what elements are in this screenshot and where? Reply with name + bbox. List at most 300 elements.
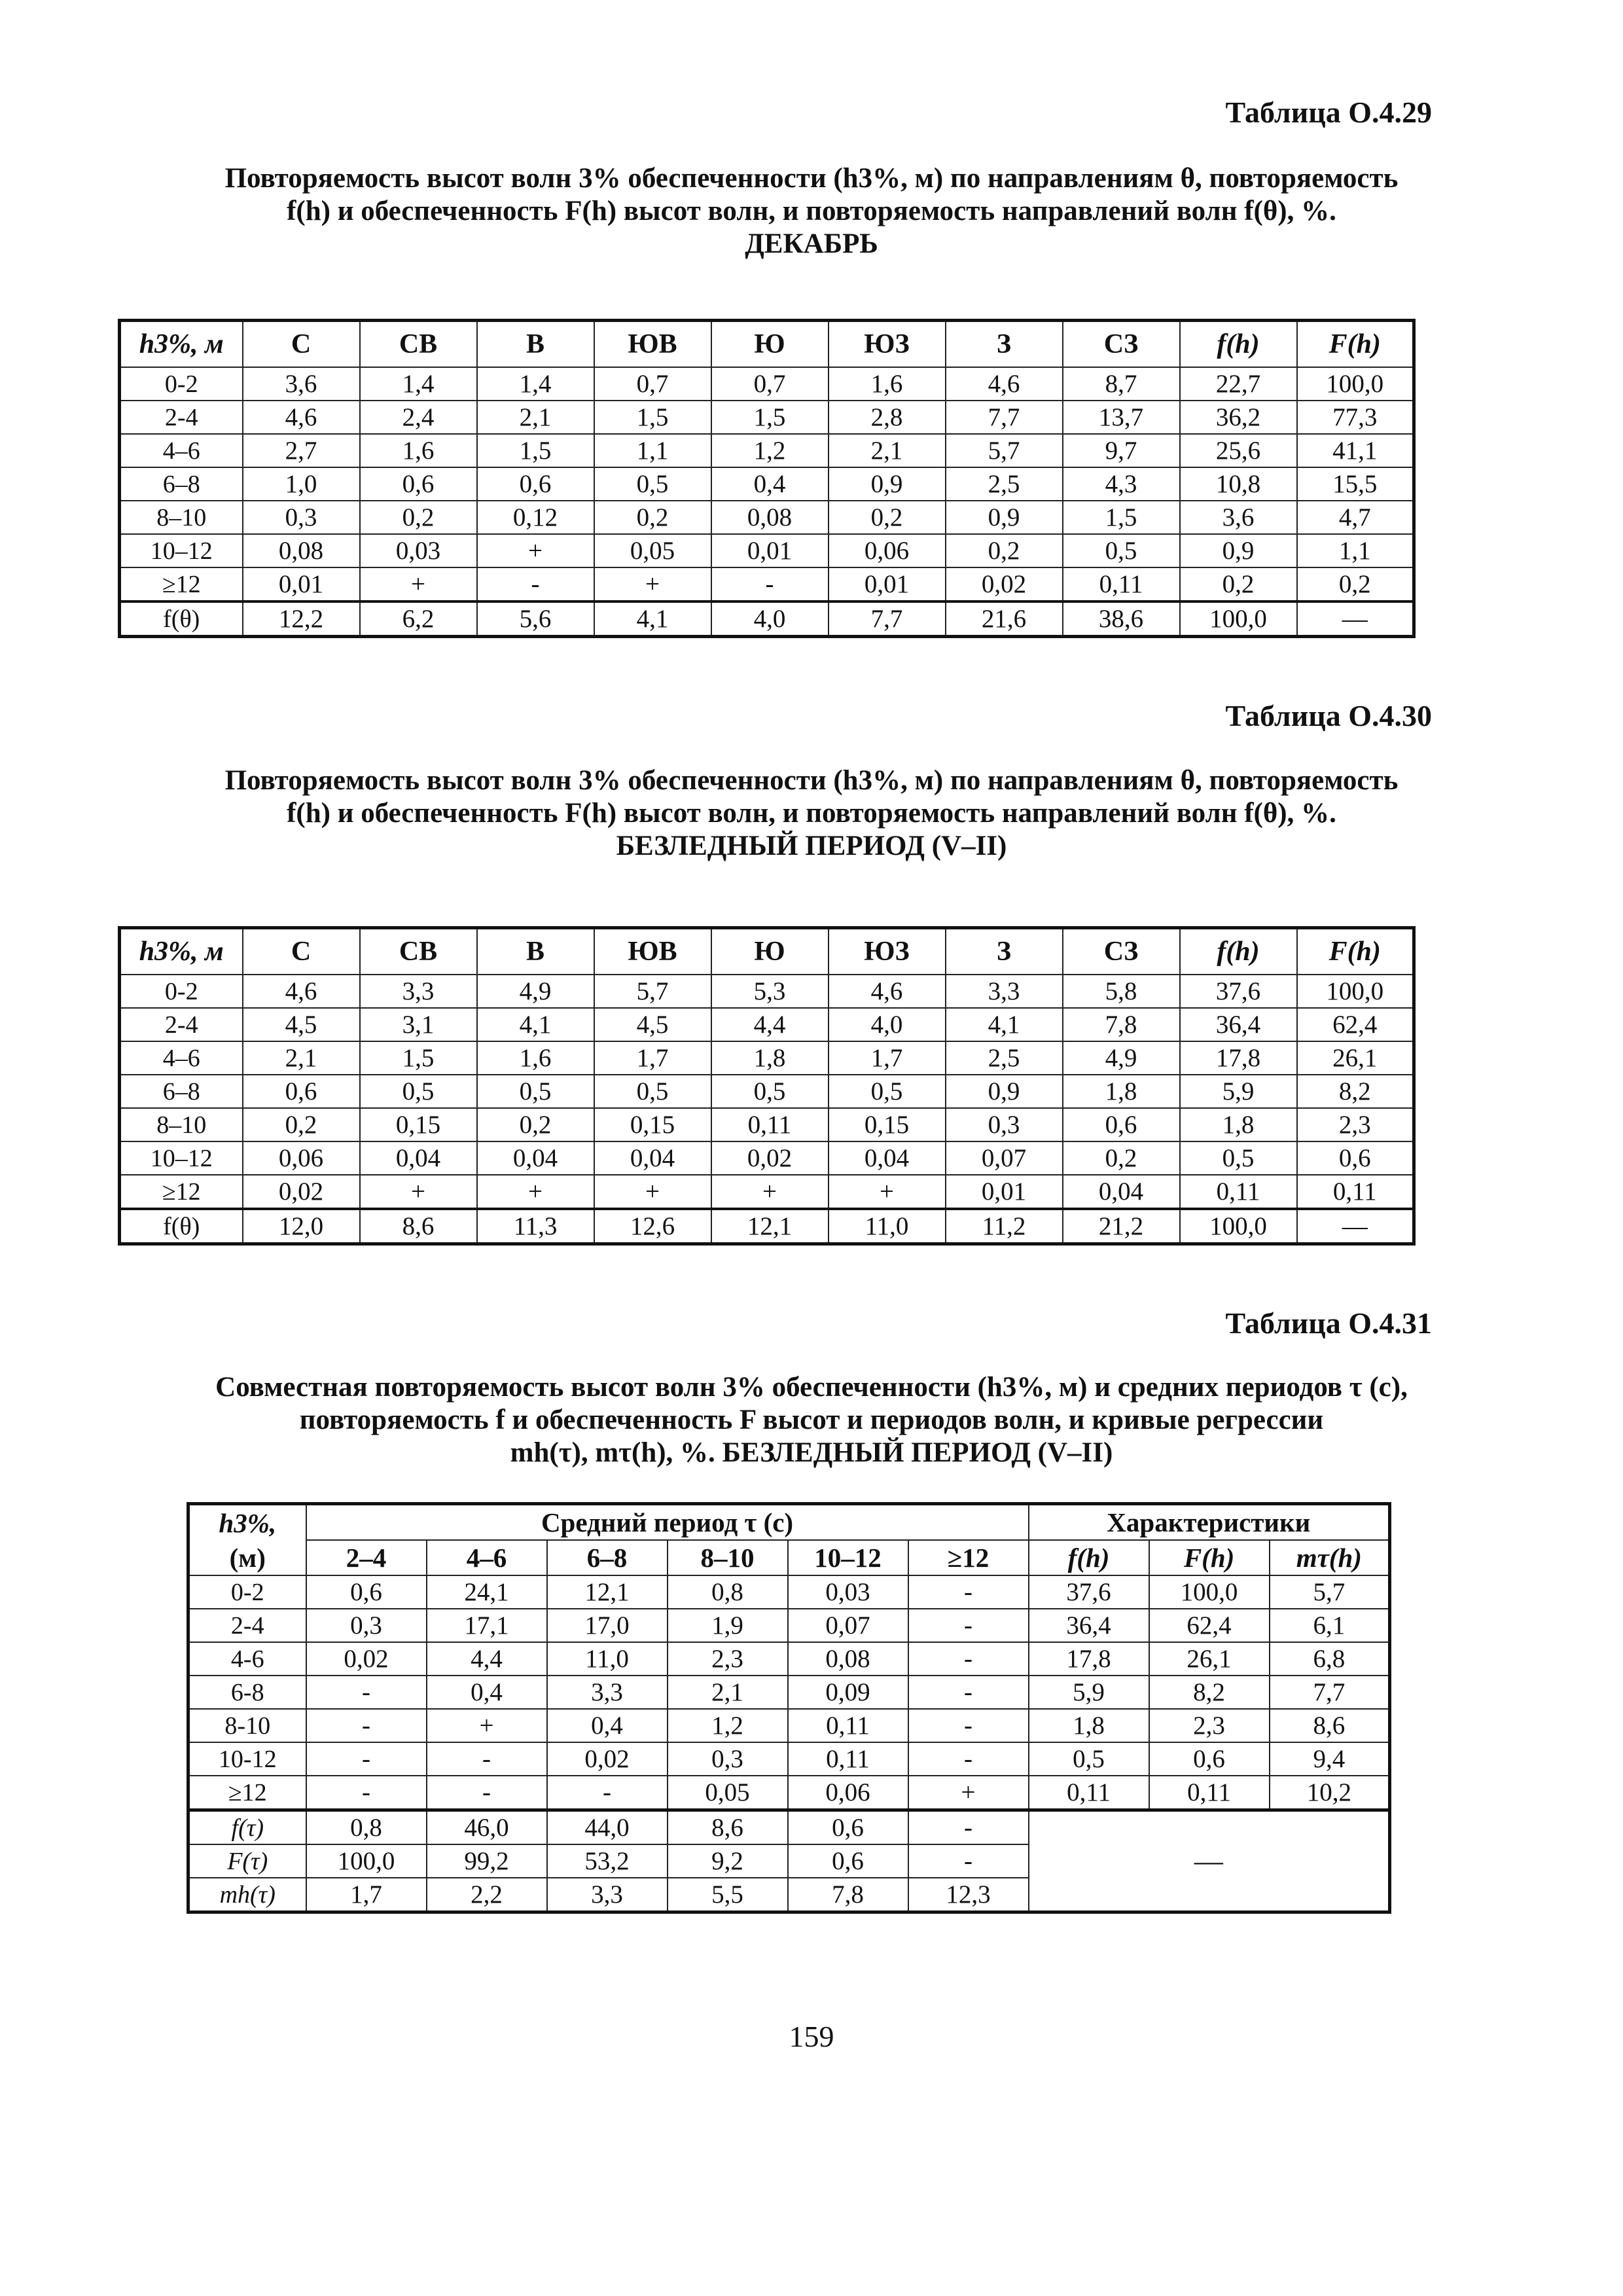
table-cell: - [306,1776,427,1810]
table-cell: 0,5 [594,467,711,501]
table-cell: 0,15 [360,1108,477,1141]
table-cell: 77,3 [1297,401,1414,434]
table-cell: 17,0 [547,1609,668,1642]
table-cell: - [908,1742,1029,1776]
table-cell: 0,08 [711,501,829,534]
row-label-cell: 4–6 [120,1041,243,1075]
table-cell: 2,3 [1149,1709,1270,1742]
table-cell: 0,02 [306,1642,427,1676]
table-cell: 0,2 [360,501,477,534]
table-cell: 0,2 [1297,567,1414,601]
header-cell: В [477,928,594,975]
table-row [120,467,1414,501]
table-1-caption: Таблица О.4.29 [1225,96,1432,129]
table-cell: 0,07 [788,1609,908,1642]
table-cell: 0,11 [1063,567,1180,601]
row-label-cell: 0-2 [188,1575,306,1609]
table-cell: 0,01 [946,1175,1063,1209]
table-cell: 6,2 [360,601,477,637]
table-cell: 12,0 [243,1209,360,1244]
table-cell: 2,5 [946,467,1063,501]
table-cell: 26,1 [1297,1041,1414,1075]
table-cell: 9,2 [668,1844,788,1878]
table-2-caption: Таблица О.4.30 [1225,699,1432,732]
table-cell: 0,05 [594,534,711,567]
table-3-title [118,1371,1505,1469]
table-cell: 0,6 [788,1844,908,1878]
table-cell: 0,02 [243,1175,360,1209]
table-cell: 2,7 [243,434,360,467]
table-cell: 0,6 [243,1075,360,1108]
table-cell: 11,0 [829,1209,946,1244]
table-cell: 0,06 [788,1776,908,1810]
row-label-cell: 0-2 [120,367,243,401]
table-cell: + [477,534,594,567]
table-cell: 8,6 [360,1209,477,1244]
table-cell: 0,02 [711,1141,829,1175]
table-cell: 3,3 [547,1676,668,1709]
table-3-title-line: mh(τ), mτ(h), %. БЕЗЛЕДНЫЙ ПЕРИОД (V–II) [510,1437,1113,1468]
table-row [120,1041,1414,1075]
table-1-header-row [120,321,1414,368]
table-cell: 0,01 [829,567,946,601]
table-cell: 8,7 [1063,367,1180,401]
header-cell: ЮЗ [829,928,946,975]
table-cell: 6,1 [1270,1609,1390,1642]
table-cell: 4,4 [711,1008,829,1041]
table-row [120,501,1414,534]
header-cell: ЮЗ [829,321,946,368]
table-cell: 0,04 [594,1141,711,1175]
table-cell: 41,1 [1297,434,1414,467]
period-header: 10–12 [788,1540,908,1575]
period-header: ≥12 [908,1540,1029,1575]
table-cell: - [908,1676,1029,1709]
table-cell: 0,01 [243,567,360,601]
row-label-cell: 6–8 [120,467,243,501]
row-label-cell: mh(τ) [188,1878,306,1912]
table-cell: 5,7 [946,434,1063,467]
table-cell: 15,5 [1297,467,1414,501]
char-header: f(h) [1029,1540,1149,1575]
header-cell: f(h) [1180,928,1297,975]
table-cell: 46,0 [427,1810,547,1845]
table-cell: 1,8 [1029,1709,1149,1742]
table-3-grid [187,1502,1391,1914]
table-cell: 8,2 [1297,1075,1414,1108]
table-cell: 100,0 [1297,367,1414,401]
table-cell: 0,11 [788,1742,908,1776]
table-cell: 0,6 [306,1575,427,1609]
table-cell: 6,8 [1270,1642,1390,1676]
table-cell: 2,1 [477,401,594,434]
table-row [188,1742,1390,1776]
table-cell: 0,9 [1180,534,1297,567]
row-label-cell: 2-4 [120,1008,243,1041]
table-cell: 3,3 [360,975,477,1008]
table-row [120,401,1414,434]
table-cell: 0,04 [477,1141,594,1175]
table-cell: 12,3 [908,1878,1029,1912]
row-label-cell: 8-10 [188,1709,306,1742]
merged-empty-cell: — [1029,1810,1390,1912]
table-cell: 1,4 [360,367,477,401]
table-cell: 4,1 [477,1008,594,1041]
row-label-cell: F(τ) [188,1844,306,1878]
table-cell: 5,7 [594,975,711,1008]
table-cell: 1,8 [711,1041,829,1075]
table-cell: 1,4 [477,367,594,401]
table-cell: 24,1 [427,1575,547,1609]
table-cell: 2,1 [829,434,946,467]
table-cell: 5,8 [1063,975,1180,1008]
table-cell: 1,1 [594,434,711,467]
table-cell: 2,2 [427,1878,547,1912]
table-cell: 7,7 [946,401,1063,434]
table-row [120,1209,1414,1244]
table-2-title [118,764,1505,863]
table-cell: 100,0 [306,1844,427,1878]
table-cell: + [360,1175,477,1209]
table-2-title-line: f(h) и обеспеченность F(h) высот волн, и повторяемость направлений волн f(θ), %. [287,798,1336,829]
table-cell: 9,7 [1063,434,1180,467]
header-cell: З [946,321,1063,368]
table-cell: 8,6 [1270,1709,1390,1742]
row-label-cell: f(θ) [120,601,243,637]
table-cell: 0,2 [829,501,946,534]
table-cell: 0,04 [829,1141,946,1175]
row-label-cell: 10–12 [120,534,243,567]
corner-label: h3%, [188,1504,306,1541]
table-cell: 10,2 [1270,1776,1390,1810]
table-cell: 36,4 [1029,1609,1149,1642]
table-cell: 0,06 [243,1141,360,1175]
table-cell: 0,2 [1180,567,1297,601]
table-cell: 3,6 [243,367,360,401]
table-3-group-header-row [188,1504,1390,1541]
header-cell: В [477,321,594,368]
table-1-title-line: f(h) и обеспеченность F(h) высот волн, и повторяемость направлений волн f(θ), %. [287,196,1336,226]
table-cell: 0,2 [1063,1141,1180,1175]
table-cell: 0,5 [360,1075,477,1108]
table-cell: - [908,1810,1029,1845]
table-cell: 13,7 [1063,401,1180,434]
table-cell: 17,8 [1029,1642,1149,1676]
table-row [120,1175,1414,1209]
table-cell: 11,3 [477,1209,594,1244]
table-cell: 0,11 [1149,1776,1270,1810]
characteristics-group-header: Характеристики [1029,1504,1390,1541]
table-cell: 3,1 [360,1008,477,1041]
row-label-cell: 8–10 [120,501,243,534]
table-row [120,1108,1414,1141]
table-cell: 0,08 [243,534,360,567]
table-cell: 4,6 [243,401,360,434]
table-cell: 1,2 [711,434,829,467]
row-label-cell: 2-4 [120,401,243,434]
table-cell: 5,9 [1180,1075,1297,1108]
table-cell: 1,1 [1297,534,1414,567]
row-label-cell: ≥12 [120,1175,243,1209]
table-cell: 0,5 [711,1075,829,1108]
period-header: 4–6 [427,1540,547,1575]
table-cell: 4,4 [427,1642,547,1676]
table-cell: 0,09 [788,1676,908,1709]
table-cell: 0,3 [668,1742,788,1776]
table-cell: - [427,1776,547,1810]
table-cell: 100,0 [1149,1575,1270,1609]
table-cell: 4,6 [946,367,1063,401]
table-cell: 7,8 [788,1878,908,1912]
table-cell: 4,6 [243,975,360,1008]
table-cell: + [360,567,477,601]
row-label-cell: 4–6 [120,434,243,467]
table-cell: 1,9 [668,1609,788,1642]
table-row [120,534,1414,567]
table-cell: 1,5 [1063,501,1180,534]
table-cell: 0,5 [594,1075,711,1108]
table-cell: 4,0 [711,601,829,637]
table-cell: + [594,567,711,601]
table-cell: 0,4 [427,1676,547,1709]
table-cell: 0,2 [477,1108,594,1141]
period-group-header: Средний период τ (с) [306,1504,1029,1541]
table-cell: - [427,1742,547,1776]
table-cell: 0,7 [711,367,829,401]
table-cell: 5,7 [1270,1575,1390,1609]
table-cell: + [908,1776,1029,1810]
table-row [120,1141,1414,1175]
row-label-cell: ≥12 [120,567,243,601]
table-cell: 1,0 [243,467,360,501]
table-cell: 0,02 [946,567,1063,601]
row-label-cell: 6-8 [188,1676,306,1709]
table-3-bottom [188,1810,1390,1912]
row-label-cell: 4-6 [188,1642,306,1676]
table-cell: 0,8 [306,1810,427,1845]
table-cell: + [427,1709,547,1742]
table-cell: 0,6 [360,467,477,501]
row-label-cell: 10-12 [188,1742,306,1776]
table-cell: 1,8 [1063,1075,1180,1108]
table-cell: 36,2 [1180,401,1297,434]
table-row [120,567,1414,601]
table-cell: 0,6 [477,467,594,501]
table-cell: 4,3 [1063,467,1180,501]
table-row [188,1676,1390,1709]
header-cell: h3%, м [120,928,243,975]
table-cell: 7,8 [1063,1008,1180,1041]
table-3-body [188,1575,1390,1810]
table-cell: 0,6 [1149,1742,1270,1776]
table-cell: 17,1 [427,1609,547,1642]
header-cell: З [946,928,1063,975]
table-cell: 2,3 [1297,1108,1414,1141]
table-cell: + [829,1175,946,1209]
table-row [120,1008,1414,1041]
header-cell: ЮВ [594,321,711,368]
table-cell: 36,4 [1180,1008,1297,1041]
table-1-body [120,367,1414,637]
table-cell: - [306,1676,427,1709]
table-cell: 8,2 [1149,1676,1270,1709]
table-cell: 0,11 [1180,1175,1297,1209]
table-cell: 100,0 [1180,601,1297,637]
header-cell: Ю [711,928,829,975]
page-number: 159 [789,2020,834,2053]
table-cell: — [1297,601,1414,637]
row-label-cell: 2-4 [188,1609,306,1642]
table-cell: - [908,1575,1029,1609]
table-cell: 11,2 [946,1209,1063,1244]
table-row [120,601,1414,637]
table-cell: 0,04 [360,1141,477,1175]
table-cell: 0,07 [946,1141,1063,1175]
table-cell: 21,2 [1063,1209,1180,1244]
table-cell: 4,6 [829,975,946,1008]
table-cell: 21,6 [946,601,1063,637]
table-cell: 1,7 [306,1878,427,1912]
table-cell: 5,6 [477,601,594,637]
table-cell: 0,2 [243,1108,360,1141]
table-cell: - [711,567,829,601]
table-cell: 1,8 [1180,1108,1297,1141]
table-cell: 0,4 [547,1709,668,1742]
table-cell: 1,5 [477,434,594,467]
table-row [188,1776,1390,1810]
table-cell: 0,6 [1297,1141,1414,1175]
table-cell: 0,05 [668,1776,788,1810]
table-cell: 2,5 [946,1041,1063,1075]
table-3-caption: Таблица О.4.31 [1225,1306,1432,1340]
table-cell: 0,5 [1180,1141,1297,1175]
table-cell: 0,03 [788,1575,908,1609]
table-cell: - [306,1742,427,1776]
table-cell: - [908,1709,1029,1742]
table-cell: 0,6 [788,1810,908,1845]
table-cell: 25,6 [1180,434,1297,467]
table-3-title-line: Совместная повторяемость высот волн 3% обеспеченности (h3%, м) и средних периодов τ (с), [215,1372,1408,1403]
header-cell: СВ [360,321,477,368]
table-2-body [120,975,1414,1244]
table-cell: 5,9 [1029,1676,1149,1709]
table-2-grid [118,926,1416,1246]
table-cell: 10,8 [1180,467,1297,501]
table-cell: 0,9 [946,1075,1063,1108]
table-cell: 7,7 [1270,1676,1390,1709]
table-cell: 62,4 [1149,1609,1270,1642]
header-cell: СЗ [1063,928,1180,975]
table-cell: 0,7 [594,367,711,401]
header-cell: ЮВ [594,928,711,975]
table-row [188,1642,1390,1676]
table-cell: 3,3 [547,1878,668,1912]
table-row [120,975,1414,1008]
row-label-cell: ≥12 [188,1776,306,1810]
table-cell: - [908,1642,1029,1676]
table-cell: 0,06 [829,534,946,567]
table-cell: 8,6 [668,1810,788,1845]
table-cell: 0,08 [788,1642,908,1676]
table-cell: 4,5 [243,1008,360,1041]
table-cell: 12,2 [243,601,360,637]
table-cell: 1,5 [594,401,711,434]
table-cell: 0,9 [946,501,1063,534]
table-cell: 0,3 [306,1609,427,1642]
header-cell: F(h) [1297,928,1414,975]
table-row [120,434,1414,467]
table-cell: 0,15 [594,1108,711,1141]
table-cell: 2,3 [668,1642,788,1676]
table-2-title-line: БЕЗЛЕДНЫЙ ПЕРИОД (V–II) [616,831,1007,861]
table-cell: 12,1 [547,1575,668,1609]
table-cell: 12,6 [594,1209,711,1244]
table-1-title [118,162,1505,260]
table-1-title-line: ДЕКАБРЬ [745,228,878,259]
table-cell: - [547,1776,668,1810]
row-label-cell: 10–12 [120,1141,243,1175]
table-row [120,367,1414,401]
row-label-cell: 6–8 [120,1075,243,1108]
table-cell: 0,5 [477,1075,594,1108]
table-cell: — [1297,1209,1414,1244]
table-cell: 4,9 [477,975,594,1008]
table-cell: 2,4 [360,401,477,434]
table-cell: 62,4 [1297,1008,1414,1041]
table-cell: 5,3 [711,975,829,1008]
table-cell: 0,3 [243,501,360,534]
table-cell: 4,7 [1297,501,1414,534]
table-cell: - [908,1609,1029,1642]
table-cell: 0,6 [1063,1108,1180,1141]
table-cell: 37,6 [1029,1575,1149,1609]
table-row [188,1709,1390,1742]
table-cell: 0,11 [1029,1776,1149,1810]
table-cell: 0,2 [946,534,1063,567]
table-cell: 4,0 [829,1008,946,1041]
table-cell: 0,3 [946,1108,1063,1141]
table-cell: 0,5 [1029,1742,1149,1776]
table-cell: 26,1 [1149,1642,1270,1676]
row-label-cell: 0-2 [120,975,243,1008]
table-cell: 4,5 [594,1008,711,1041]
table-cell: 1,6 [477,1041,594,1075]
table-cell: 3,6 [1180,501,1297,534]
table-cell: 2,8 [829,401,946,434]
table-3-title-line: повторяемость f и обеспеченность F высот и периодов волн, и кривые регрессии [299,1405,1324,1435]
table-cell: 12,1 [711,1209,829,1244]
table-cell: 0,5 [1063,534,1180,567]
char-header: mτ(h) [1270,1540,1390,1575]
table-3-subheader-row [188,1540,1390,1575]
table-cell: 100,0 [1297,975,1414,1008]
table-cell: 0,2 [594,501,711,534]
row-label-cell: f(θ) [120,1209,243,1244]
table-cell: 0,02 [547,1742,668,1776]
table-cell: 0,03 [360,534,477,567]
table-cell: - [306,1709,427,1742]
table-cell: 0,15 [829,1108,946,1141]
table-row [188,1810,1390,1845]
header-cell: Ю [711,321,829,368]
table-cell: - [477,567,594,601]
table-cell: 17,8 [1180,1041,1297,1075]
table-cell: 0,11 [711,1108,829,1141]
table-row [120,1075,1414,1108]
table-cell: 2,1 [668,1676,788,1709]
table-row [188,1575,1390,1609]
char-header: F(h) [1149,1540,1270,1575]
